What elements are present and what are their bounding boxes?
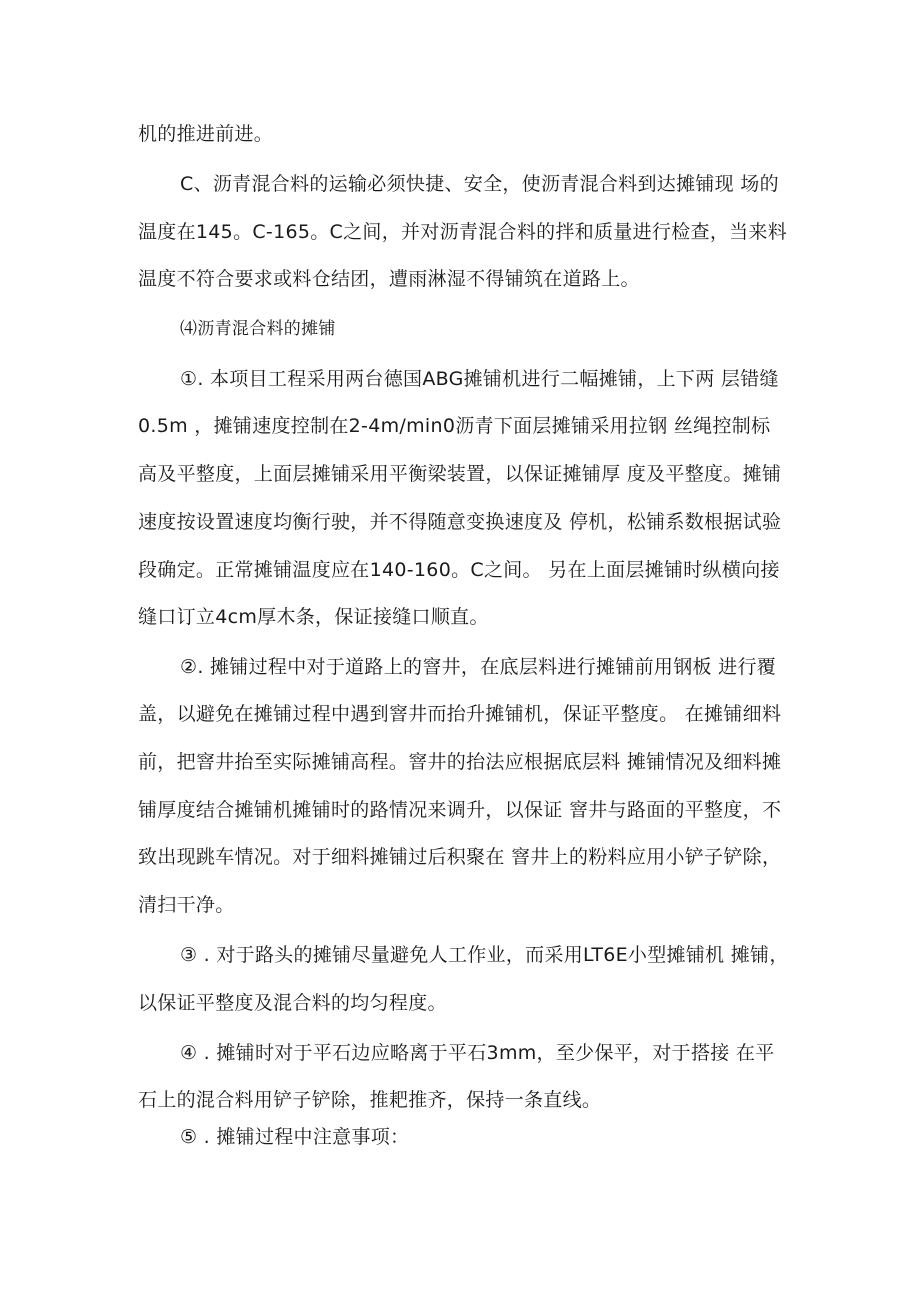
text-line: 盖，以避免在摊铺过程中遇到窨井而抬升摊铺机，保证平整度。 在摊铺细料 [138, 703, 782, 725]
text-line: 石上的混合料用铲子铲除，推耙推齐，保持一条直线。 [138, 1089, 602, 1111]
text-line: 致出现跳车情况。对于细料摊铺过后积聚在 窨井上的粉料应用小铲子铲除， [138, 846, 782, 868]
text-line: 机的推进前进。 [138, 123, 274, 145]
text-line: 0.5m ，摊铺速度控制在2-4m/min0沥青下面层摊铺采用拉钢 丝绳控制标 [138, 415, 771, 437]
text-line: 高及平整度，上面层摊铺采用平衡梁装置，以保证摊铺厚 度及平整度。摊铺 [138, 463, 782, 485]
section-heading: ⑷沥青混合料的摊铺 [180, 319, 336, 339]
text-line: 速度按设置速度均衡行驶，并不得随意变换速度及 停机，松铺系数根据试验 [138, 511, 782, 533]
text-line: 清扫干净。 [138, 894, 235, 916]
text-line: ⑤ . 摊铺过程中注意事项： [180, 1126, 410, 1148]
text-line: 温度不符合要求或料仓结团，遭雨淋湿不得铺筑在道路上。 [138, 268, 640, 290]
text-line: ②. 摊铺过程中对于道路上的窨井，在底层料进行摊铺前用钢板 进行覆 [180, 656, 777, 678]
text-line: ①. 本项目工程采用两台德国ABG摊铺机进行二幅摊铺，上下两 层错缝 [180, 368, 779, 390]
text-line: ④ . 摊铺时对于平石边应略离于平石3mm，至少保平，对于搭接 在平 [180, 1042, 775, 1064]
text-line: 段确定。正常摊铺温度应在140-160。C之间。 另在上面层摊铺时纵横向接 [138, 559, 780, 581]
text-line: C、沥青混合料的运输必须快捷、安全，使沥青混合料到达摊铺现 场的 [180, 173, 779, 195]
text-line: 前，把窨井抬至实际摊铺高程。窨井的抬法应根据底层料 摊铺情况及细料摊 [138, 751, 782, 773]
text-line: ③ . 对于路头的摊铺尽量避免人工作业，而采用LT6E小型摊铺机 摊铺， [180, 944, 789, 966]
text-line: 温度在145。C-165。C之间，并对沥青混合料的拌和质量进行检查，当来料 [138, 221, 788, 243]
text-line: 以保证平整度及混合料的均匀程度。 [138, 992, 447, 1014]
text-line: 缝口订立4cm厚木条，保证接缝口顺直。 [138, 606, 489, 628]
text-line: 铺厚度结合摊铺机摊铺时的路情况来调升，以保证 窨井与路面的平整度，不 [138, 799, 782, 821]
